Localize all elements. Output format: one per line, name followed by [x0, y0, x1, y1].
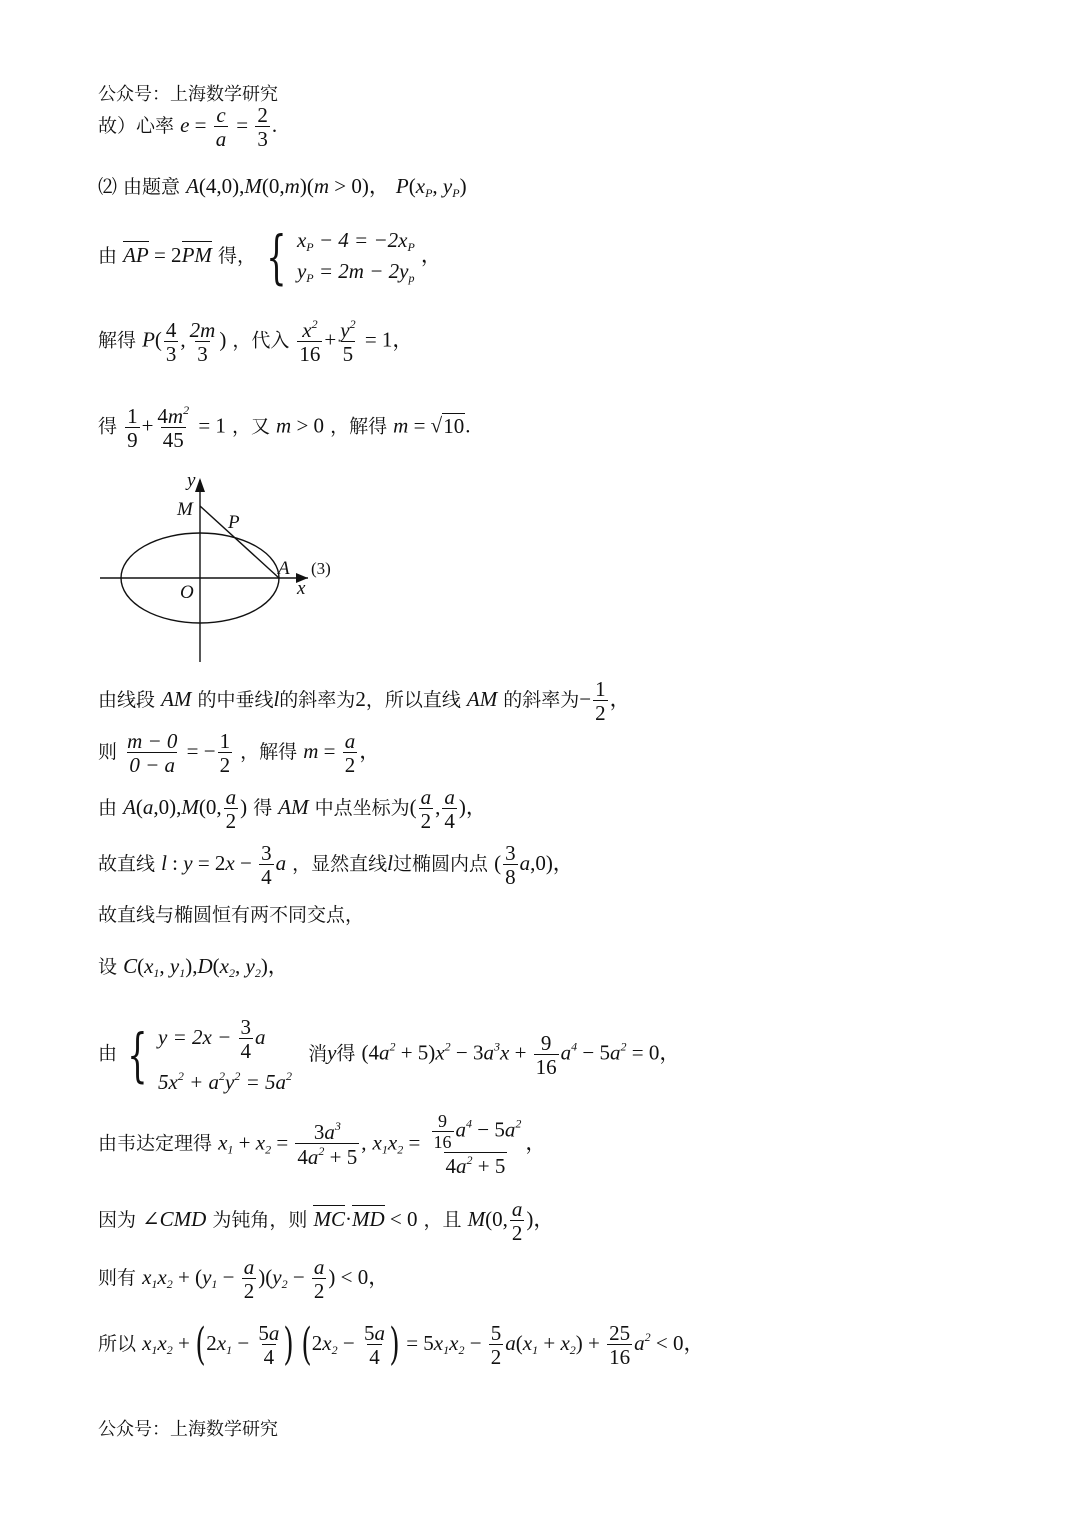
line-line-l: 故直线 l : y = 2x − $\frac{3}{4}$ a ，显然直线l过椭圆内点 ( $\frac{3}{8}$ a,0)，: [98, 841, 574, 890]
text: 由: [98, 797, 118, 820]
line-solve-P: 解得 P( $\frac{4}{3}$ , $\frac{2m}{3}$ ) ，代入 $\frac{x^2}{16}$ + $\frac{y^2}{5}$ = 1，: [98, 317, 414, 367]
label-M: M: [177, 499, 193, 520]
text: 的斜率为: [503, 689, 580, 712]
line-eccentricity: 故）心率 e = $\frac{c}{a}$ = $\frac{2}{3}$ .: [98, 103, 278, 152]
text: 故直线: [98, 853, 156, 876]
text: 因为: [98, 1209, 137, 1232]
text: 得: [253, 797, 273, 820]
label-A: A: [278, 558, 290, 579]
text: ，解得: [330, 415, 388, 438]
text: 则有: [98, 1267, 137, 1290]
text: 消: [308, 1042, 328, 1065]
line-obtuse-angle: 因为 ∠CMD 为钝角，则 MC·MD < 0 ，且 M(0, $\frac{a}{2}$ )，: [98, 1197, 555, 1246]
text: 中点坐标为: [314, 797, 410, 820]
label-P: P: [228, 512, 240, 533]
ellipse-figure: [90, 470, 350, 665]
line-perpendicular-bisector: 由线段 AM 的中垂线l的斜率为2，所以直线 AM 的斜率为− $\frac{1}{2}$ ，: [98, 677, 631, 726]
line-solve-m: 得 $\frac{1}{9}$ + $\frac{4m^2}{45}$ = 1 ，又 m > 0 ，解得 m = √10.: [98, 403, 471, 453]
line-vector-system: 由 AP = 2PM 得， { $x_P - 4 = -2x_P$ $y_P = 2m - 2y_p$ ，: [98, 223, 442, 291]
line-part2-intro: ⑵ 由题意 A(4,0),M(0,m)(m > 0)， $P(x_P$, $y_P$): [98, 174, 467, 200]
label-x: x: [297, 578, 306, 599]
text: 由韦达定理得: [98, 1132, 213, 1155]
text: ，代入: [232, 329, 290, 352]
text: 得: [98, 415, 118, 438]
line-eliminate-y: 由 { y = 2x − $\frac{3}{4}$ a $5x^2 + a^2y^2 = 5a^2$ 消y得 $(4a^2 + 5)x^2 - 3a^3x$ + $\frac{9}{16}$ $a^4 - 5a^2 = 0$，: [98, 1015, 681, 1095]
line-set-CD: 设 $C(x_1$, $y_1),D(x_2$, $y_2$)，: [98, 954, 289, 980]
text: 的中垂线: [197, 689, 274, 712]
footer-text: 公众号：上海数学研究: [98, 1419, 278, 1440]
text: ⑵ 由题意: [98, 176, 181, 198]
text: 得: [336, 1042, 356, 1065]
text: 由: [98, 1042, 118, 1065]
line-solve-m-a: 则 $\frac{m - 0}{0 - a}$ = − $\frac{1}{2}$ ，解得 m = $\frac{a}{2}$ ，: [98, 729, 381, 778]
text: 的斜率为: [279, 689, 356, 712]
text: 解得: [98, 329, 137, 352]
text: 所以: [98, 1333, 137, 1356]
text: ，显然直线: [292, 853, 388, 876]
text: 由: [98, 245, 118, 267]
text: 过椭圆内点: [393, 853, 489, 876]
text: 则: [98, 741, 118, 764]
text: 设: [98, 956, 118, 978]
line-inequality: 则有 $x_1x_2 + (y_1$ − $\frac{a}{2}$ )($y_2$ − $\frac{a}{2}$ ) < 0，: [98, 1255, 390, 1304]
text: ，解得: [240, 741, 298, 764]
text: 由线段: [98, 689, 156, 712]
line-two-intersections: 故直线与椭圆恒有两不同交点，: [98, 904, 365, 926]
text: 得，: [217, 245, 256, 267]
x-axis: [100, 573, 308, 583]
line-vieta: 由韦达定理得 $x_1 + x_2$ = $\frac{3a^3}{4a^2 + 5}$ , $x_1x_2$ = $\frac{9}{16}$ $a^4 - 5a^2$ $4a^2 + 5$ ，: [98, 1111, 547, 1178]
text: 故）心率: [98, 115, 175, 138]
text: ，且: [423, 1209, 462, 1232]
text: ，所以直线: [365, 689, 461, 712]
label-O: O: [180, 582, 194, 603]
label-part-number: (3): [311, 559, 331, 578]
line-midpoint: 由 A(a,0),M(0, $\frac{a}{2}$ ) 得 AM 中点坐标为( $\frac{a}{2}$ , $\frac{a}{4}$ )，: [98, 785, 487, 834]
label-y: y: [187, 470, 196, 491]
header-text: 公众号：上海数学研究: [98, 84, 278, 105]
text: 为钝角，则: [212, 1209, 308, 1232]
text: ，又: [231, 415, 270, 438]
line-expanded: 所以 $x_1x_2 + (2x_1$ − $\frac{5a}{4}$ ) ($2x_2$ − $\frac{5a}{4}$ ) = $5x_1x_2$ − $\frac{5}{2}$ $a(x_1 + x_2)$ + $\frac{25}{16}$ $a^2 < 0$，: [98, 1319, 705, 1371]
y-axis: [195, 478, 205, 662]
